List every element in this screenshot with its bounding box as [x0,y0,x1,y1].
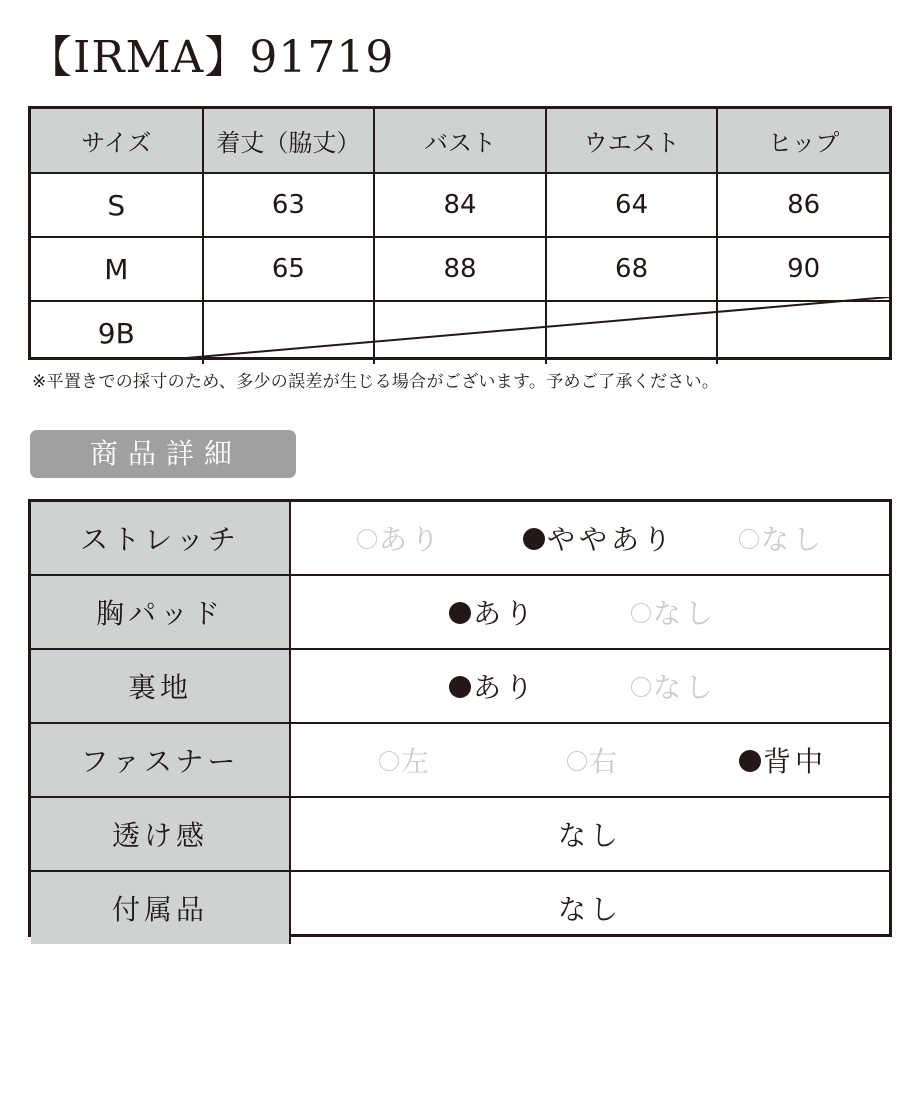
detail-value-cell [290,797,889,871]
detail-options [290,649,889,723]
size-value: 90 [717,237,889,301]
detail-options [290,575,889,649]
filled-circle-icon [449,676,471,698]
option-zipper-back [739,740,827,780]
detail-options [290,502,889,575]
section-badge: 商品詳細 [30,430,296,478]
detail-row-lining [31,649,889,723]
detail-label: ストレッチ [31,502,290,575]
size-value: 86 [717,173,889,237]
size-value: 68 [546,237,718,301]
option-label: なし [761,523,826,556]
detail-row-accessories [31,871,889,944]
size-header-cell: サイズ [31,109,203,173]
size-row [31,301,889,364]
empty-circle-icon [357,529,377,549]
size-table [28,106,892,360]
size-value [203,301,375,364]
option-lining-none [631,666,717,706]
size-header-cell: ウエスト [546,109,718,173]
empty-circle-icon [631,603,651,623]
detail-value-cell [290,871,889,944]
filled-circle-icon [739,750,761,772]
detail-row-stretch [31,502,889,575]
detail-label: 透け感 [31,797,290,871]
size-label: S [31,173,203,237]
size-value: 65 [203,237,375,301]
size-value: 64 [546,173,718,237]
option-label: なし [653,597,718,630]
option-stretch-none [739,518,825,558]
detail-options [290,723,889,797]
size-header-cell: バスト [374,109,546,173]
option-label: あり [473,597,538,630]
option-label: 左 [401,745,434,778]
size-header-cell: 着丈（脇丈） [203,109,375,173]
size-value [546,301,718,364]
empty-circle-icon [567,751,587,771]
empty-circle-icon [739,529,759,549]
size-value: 88 [374,237,546,301]
detail-label: ファスナー [31,723,290,797]
filled-circle-icon [449,602,471,624]
option-stretch-slight [523,518,675,558]
detail-value: なし [557,893,622,926]
empty-circle-icon [631,677,651,697]
option-label: ややあり [547,523,676,556]
measurement-note: ※平置きでの採寸のため、多少の誤差が生じる場合がございます。予めご了承ください。 [32,372,720,392]
size-value [717,301,889,364]
filled-circle-icon [523,528,545,550]
size-table-header-row [31,109,889,173]
detail-label: 付属品 [31,871,290,944]
detail-label: 裏地 [31,649,290,723]
option-pad-yes [449,592,537,632]
empty-circle-icon [379,751,399,771]
option-lining-yes [449,666,537,706]
option-zipper-left [379,740,433,780]
size-value: 84 [374,173,546,237]
size-label: M [31,237,203,301]
detail-label: 胸パッド [31,575,290,649]
detail-row-sheer [31,797,889,871]
size-value [374,301,546,364]
size-value: 63 [203,173,375,237]
option-pad-none [631,592,717,632]
option-label: あり [473,671,538,704]
option-zipper-right [567,740,621,780]
details-table [28,499,892,937]
detail-value: なし [557,819,622,852]
page-title: 【IRMA】91719 [28,32,395,83]
size-header-cell: ヒップ [717,109,889,173]
option-label: あり [379,523,444,556]
option-stretch-yes [357,518,443,558]
option-label: なし [653,671,718,704]
option-label: 背中 [763,745,828,778]
option-label: 右 [589,745,622,778]
size-row [31,237,889,301]
detail-row-pad [31,575,889,649]
size-label: 9B [31,301,203,364]
detail-row-zipper [31,723,889,797]
size-row [31,173,889,237]
